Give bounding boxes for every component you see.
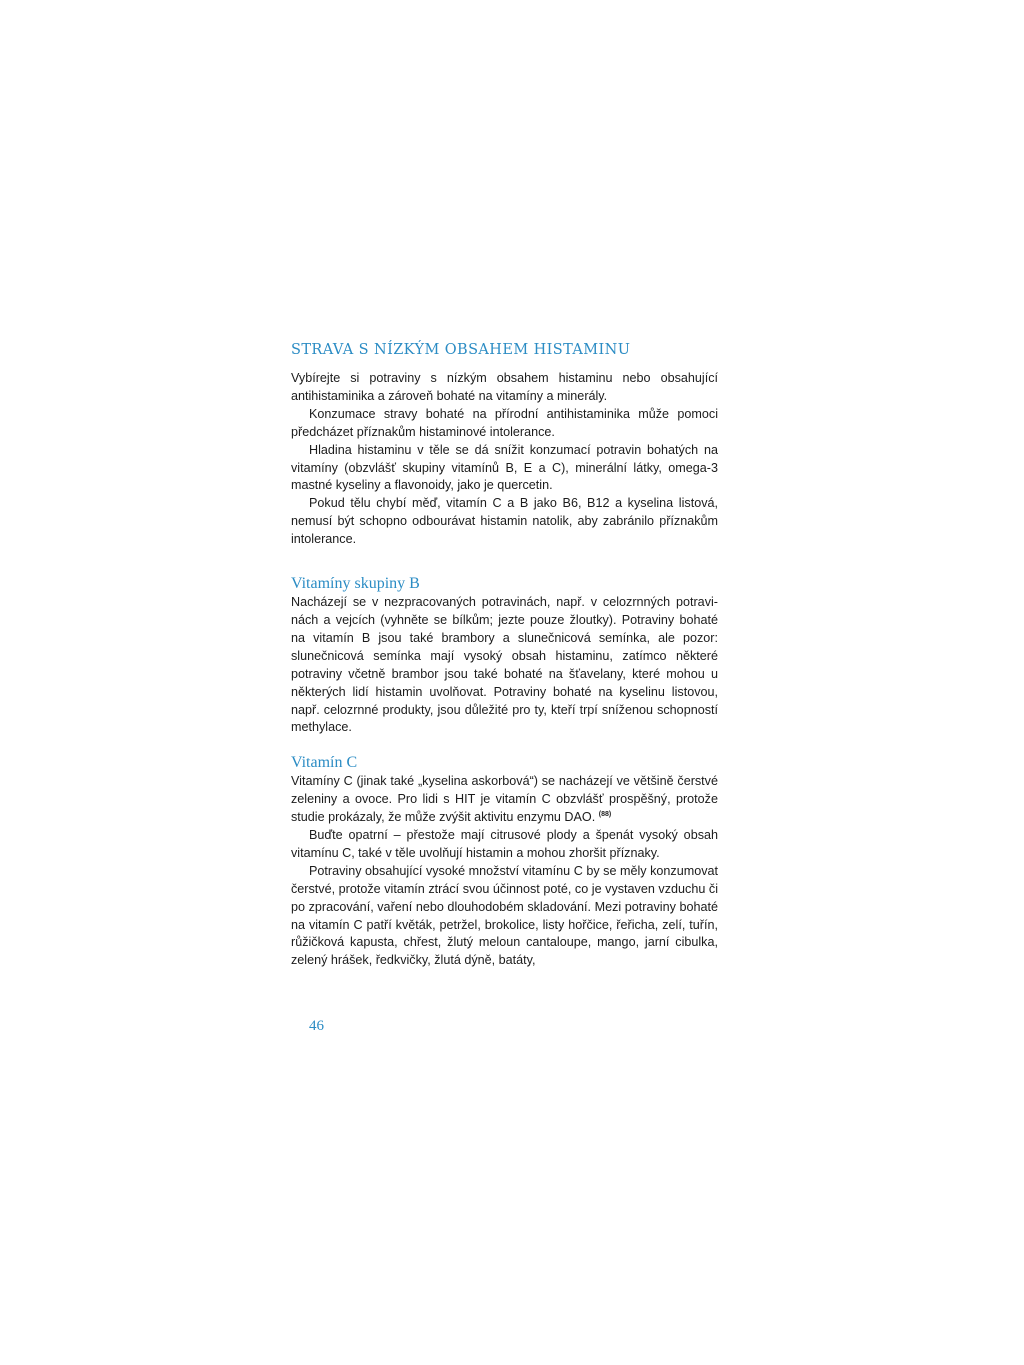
section-vitamin-c xyxy=(291,753,718,970)
paragraph-with-citation xyxy=(291,773,718,827)
paragraph: Konzumace stravy bohaté na přírodní antihistaminika může pomoci předcházet příznakům histaminové intolerance. xyxy=(291,406,718,439)
section-heading: STRAVA S NÍZKÝM OBSAHEM HISTAMINU xyxy=(291,342,631,358)
paragraph: Buďte opatrní – přestože mají citrusové plody a špenát vysoký obsah vitamínu C, také v těle uvolňují histamin a mohou zhoršit příznaky. xyxy=(291,828,718,860)
subsection-heading: Vitamín C xyxy=(291,754,358,772)
paragraph: Pokud tělu chybí měď, vitamín C a B jako B6, B12 a kyselina listová, nemusí být schopno odbourávat histamin natolik, aby zabránilo příznakům intolerance. xyxy=(291,496,718,547)
subsection-heading: Vitamíny skupiny B xyxy=(291,575,420,593)
section-vitamin-b xyxy=(291,574,718,737)
paragraph: Nacházejí se v nezpracovaných potravinách, např. v celozrnných potravinách a vejcích (vyhněte se bílkům; jezte pouze žloutky). Potraviny bohaté na vitamín B jsou také brambory a slunečnicová semínka, ale pozor: slunečnicová semínka mají vysoký obsah histaminu, zatímco některé potraviny včetně brambor jsou také bohaté na šťavelany, které mohou u některých lidí histamin uvolňovat. Potraviny bohaté na kyselinu listovou, např. celozrnné produkty, jsou důležité pro ty, kteří trpí sníženou schopností methylace. xyxy=(291,595,718,735)
paragraph: Hladina histaminu v těle se dá snížit konzumací potravin bohatých na vitamíny (obzvlášť skupiny vitamínů B, E a C), minerální látky, omega-3 mastné kyseliny a flavonoidy, jako je quercetin. xyxy=(291,442,718,493)
paragraph: Potraviny obsahující vysoké množství vitamínu C by se měly konzumovat čerstvé, protože vitamín ztrácí svou účinnost poté, co je vystaven vzduchu či po zpracování, vaření nebo dlouhodobém skladování. Mezi potraviny bohaté na vitamín C patří květák, petržel, brokolice, listy hořčice, řeřicha, zelí, tuřín, růžičková kapusta, chřest, žlutý meloun cantaloupe, mango, jarní cibulka, zelený hrášek, ředkvičky, žlutá dýně, batáty, xyxy=(291,863,718,968)
page-number: 46 xyxy=(309,1018,324,1034)
paragraph: Vybírejte si potraviny s nízkým obsahem histaminu nebo obsahující antihistaminika a zároveň bohaté na vitamíny a minerály. xyxy=(291,371,718,403)
page-content xyxy=(291,339,718,970)
paragraph-text: Vitamíny C (jinak také „kyselina askorbová“) se nacházejí ve většině čerstvé zeleniny a ovoce. Pro lidi s HIT je vitamín C obzvlášť prospěšný, protože studie prokázaly, že může zvýšit aktivitu enzymu DAO. xyxy=(291,774,718,825)
section-low-histamine-diet xyxy=(291,339,718,549)
citation-reference: (88) xyxy=(598,811,612,819)
